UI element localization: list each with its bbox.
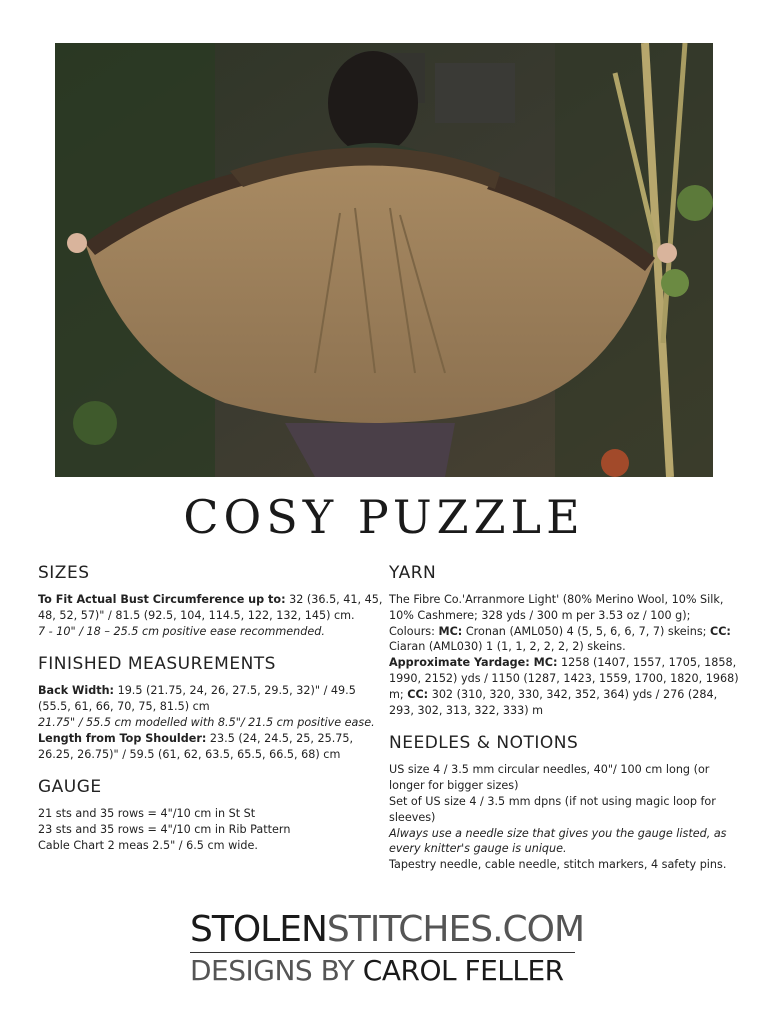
needles-line-2: Set of US size 4 / 3.5 mm dpns (if not using magic loop for sleeves) — [389, 794, 716, 824]
gauge-line-2: 23 sts and 35 rows = 4"/10 cm in Rib Pattern — [38, 823, 291, 837]
yardage-line — [389, 655, 739, 718]
back-width-value: 19.5 (21.75, 24, 26, 27.5, 29.5, 32)" / 49.5 (55.5, 61, 66, 70, 75, 81.5) cm — [38, 684, 356, 714]
mc-value: Cronan (AML050) 4 (5, 5, 6, 6, 7, 7) skeins; — [462, 624, 711, 638]
yardage-mc-value: 1258 (1407, 1557, 1705, 1858, 1990, 2152) yds / 1150 (1287, 1423, 1559, 1700, 1820, 1968) m; — [389, 656, 739, 701]
needles-heading: NEEDLES & NOTIONS — [389, 733, 579, 754]
length-label: Length from Top Shoulder: — [38, 731, 207, 745]
gauge-line-1: 21 sts and 35 rows = 4"/10 cm in St St — [38, 807, 256, 821]
gauge-line-3: Cable Chart 2 meas 2.5" / 6.5 cm wide. — [38, 838, 258, 852]
pattern-title: COSY PUZZLE — [183, 490, 585, 544]
bust-line — [38, 592, 383, 624]
brand-logo — [190, 909, 585, 987]
cc-label: CC: — [710, 624, 731, 638]
cc-value: Ciaran (AML030) 1 (1, 1, 2, 2, 2, 2) skeins. — [389, 640, 626, 654]
gauge-heading: GAUGE — [38, 777, 102, 798]
back-width-note: 21.75" / 55.5 cm modelled with 8.5"/ 21.5 cm positive ease. — [38, 715, 375, 729]
left-column — [38, 562, 383, 868]
sizes-heading: SIZES — [38, 563, 90, 583]
notions-line: Tapestry needle, cable needle, stitch markers, 4 safety pins. — [389, 858, 727, 872]
yarn-heading: YARN — [389, 563, 437, 583]
mc-label: MC: — [438, 624, 463, 638]
logo-bottom-line — [190, 956, 580, 986]
logo-designer: CAROL FELLER — [362, 954, 564, 987]
logo-top-line — [190, 909, 585, 950]
back-width-label: Back Width: — [38, 684, 115, 698]
knitted-cardigan-photo-icon — [55, 43, 713, 477]
right-column — [389, 562, 739, 887]
yardage-label: Approximate Yardage: MC: — [389, 656, 558, 670]
back-width-line — [38, 683, 383, 715]
finished-section — [38, 653, 383, 762]
yarn-section — [389, 562, 739, 718]
ease-note: 7 - 10" / 18 – 25.5 cm positive ease recommended. — [38, 624, 325, 638]
length-line — [38, 731, 383, 763]
logo-divider — [190, 952, 575, 953]
yarn-desc-text: The Fibre Co.'Arranmore Light' (80% Merino Wool, 10% Silk, 10% Cashmere; 328 yds / 300 m per 3.53 oz / 100 g); Colours: — [389, 593, 724, 638]
finished-heading: FINISHED MEASUREMENTS — [38, 654, 276, 675]
length-value: 23.5 (24, 24.5, 25, 25.75, 26.25, 26.75)" / 59.5 (61, 62, 63.5, 65.5, 66.5, 68) cm — [38, 731, 354, 761]
yardage-cc-value: 302 (310, 320, 330, 342, 352, 364) yds / 276 (284, 293, 302, 313, 322, 333) m — [389, 687, 718, 717]
logo-stitches: STITCHES — [326, 909, 493, 950]
bust-label: To Fit Actual Bust Circumference up to: — [38, 593, 286, 606]
gauge-section — [38, 776, 383, 853]
logo-dotcom: .COM — [492, 909, 585, 950]
sizes-section — [38, 562, 383, 639]
hero-photo — [55, 43, 713, 477]
logo-stolen: STOLEN — [190, 909, 327, 950]
yarn-description — [389, 592, 739, 655]
needles-line-1: US size 4 / 3.5 mm circular needles, 40"/ 100 cm long (or longer for bigger sizes) — [389, 763, 710, 793]
logo-designs-by: DESIGNS BY — [190, 954, 363, 987]
yardage-cc-label: CC: — [407, 687, 429, 701]
bust-value: 32 (36.5, 41, 45, 48, 52, 57)" / 81.5 (92.5, 104, 114.5, 122, 132, 145) cm. — [38, 593, 383, 622]
needles-section — [389, 732, 739, 873]
needles-note: Always use a needle size that gives you the gauge listed, as every knitter's gauge is unique. — [389, 826, 727, 856]
